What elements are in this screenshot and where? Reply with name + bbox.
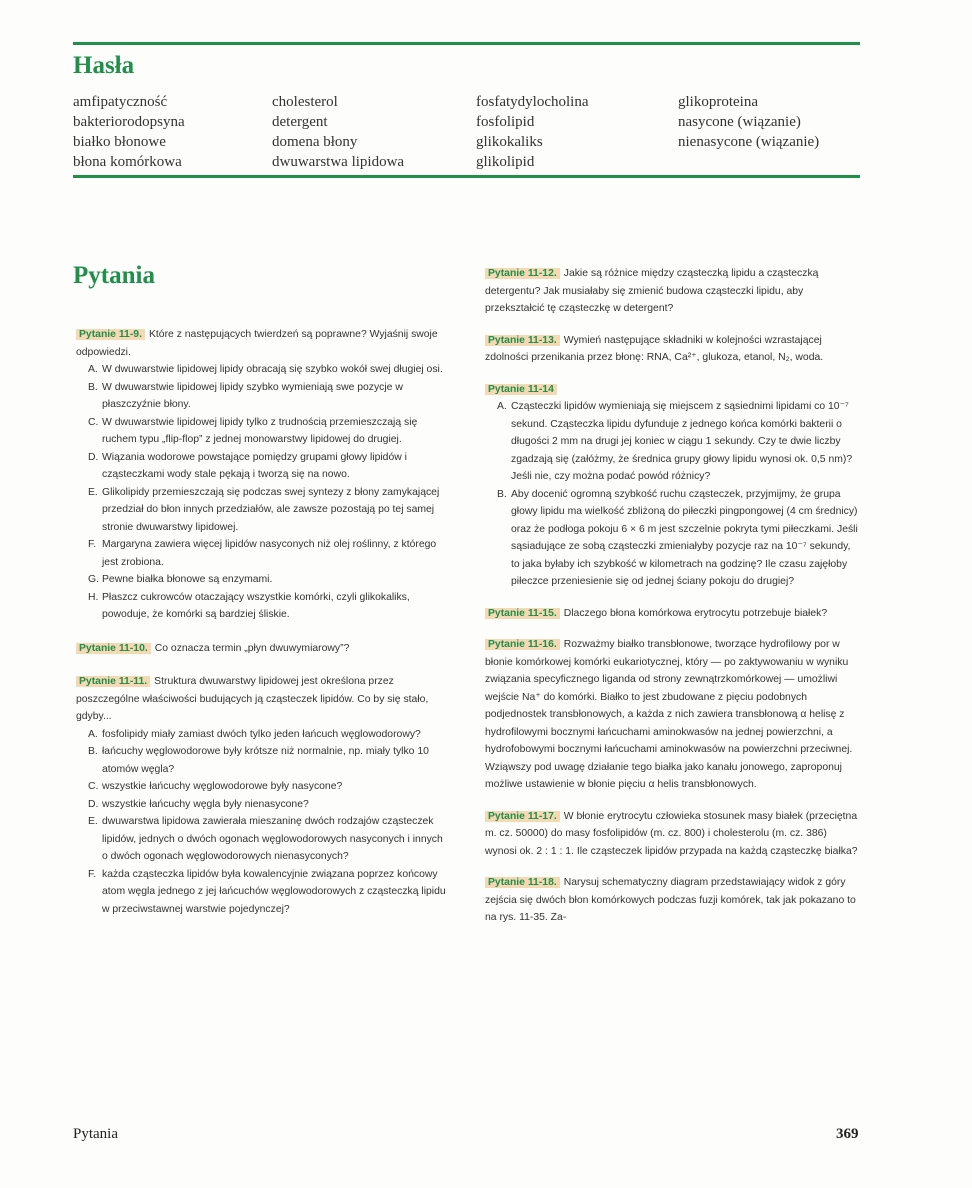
item-letter: G. [88,574,99,585]
item-letter: E. [88,486,98,498]
item-letter: B. [497,488,507,500]
terms-column-2 [272,92,404,172]
question-text: Które z następujących twierdzeń są poprawne? Wyjaśnij swoje odpowiedzi. [76,329,438,358]
list-item [88,536,448,571]
terms-column-1 [73,92,185,172]
list-item [88,379,448,414]
item-text: Pewne białka błonowe są enzymami. [102,574,273,585]
question-11-14-items [497,398,861,591]
term: białko błonowe [73,134,166,150]
question-text: Jakie są różnice między cząsteczką lipidu a cząsteczką detergentu? Jak musiałaby się zmienić budowa cząsteczki lipidu, aby przekształcić tę cząsteczkę w detergent? [485,268,819,314]
question-text: Struktura dwuwarstwy lipidowej jest określona przez poszczególne właściwości budujących ją cząsteczek lipidów. Co by się stało, gdyby... [76,676,429,722]
question-label: Pytanie 11-18. [485,877,560,888]
question-label: Pytanie 11-15. [485,608,560,619]
term: nienasycone (wiązanie) [678,134,820,150]
list-item [88,484,448,537]
list-item [88,449,448,484]
question-11-17 [485,808,861,861]
question-label: Pytanie 11-16. [485,639,560,650]
question-11-11 [76,673,448,726]
item-letter: B. [88,381,98,393]
item-text: Aby docenić ogromną szybkość ruchu cząsteczek, przyjmijmy, że grupa głowy lipidu ma wielkość zbliżoną do piłeczki pingpongowej (4 cm średnicy) oraz że podłoga pokoju 6 × 6 m jest szczelnie pokryta tymi piłeczkami. Jeśli sąsiadujące ze sobą cząsteczki zmieniałyby pozycje raz na 10⁻⁷ sekundy, to jaka byłaby ich szybkość w kilometrach na godzinę? Ile czasu zajęłoby piłeczce przeniesienie się od jednej ściany pokoju do drugiej? [511,488,858,587]
term: glikolipid [476,154,535,170]
item-letter: D. [88,798,99,810]
item-text: Płaszcz cukrowców otaczający wszystkie komórki, czyli glikokaliks, powoduje, że komórki są bardziej śliskie. [102,591,410,620]
question-11-11-items [88,726,448,919]
list-item [88,571,448,589]
list-item [88,743,448,778]
list-item [88,414,448,449]
question-11-18 [485,874,861,927]
term: błona komórkowa [73,154,182,170]
item-text: Margaryna zawiera więcej lipidów nasyconych niż olej roślinny, z którego jest zrobiona. [102,539,437,568]
term: amfipatyczność [73,94,168,110]
pytania-heading: Pytania [73,262,155,289]
list-item [88,866,448,919]
list-item [88,726,448,744]
term: nasycone (wiązanie) [678,114,801,130]
item-text: W dwuwarstwie lipidowej lipidy szybko wymieniają swe pozycje w płaszczyźnie błony. [102,381,403,410]
list-item [88,796,448,814]
questions-left-column [76,326,448,918]
term: glikoproteina [678,94,758,110]
item-letter: C. [88,781,99,792]
term: glikokaliks [476,134,543,150]
item-text: Wiązania wodorowe powstające pomiędzy grupami głowy lipidów i cząsteczkami wody stale pękają i tworzą się na nowo. [102,451,407,480]
question-11-9-items [88,361,448,624]
hasla-heading: Hasła [73,52,135,79]
item-letter: F. [88,539,97,550]
question-11-9 [76,326,448,361]
term: cholesterol [272,94,338,110]
top-rule [73,42,860,45]
item-text: W dwuwarstwie lipidowej lipidy tylko z trudnością przemieszczają się ruchem typu „flip-flop” z jednej monowarstwy lipidowej do drugiej. [102,416,418,445]
question-11-15 [485,605,861,623]
list-item [88,778,448,796]
question-label: Pytanie 11-14 [485,384,557,395]
question-label: Pytanie 11-13. [485,335,560,346]
question-11-14 [485,381,861,399]
item-text: wszystkie łańcuchy węgla były nienasycone? [102,798,309,810]
term: fosfolipid [476,114,535,130]
item-letter: A. [88,728,98,740]
question-text: Wymień następujące składniki w kolejności wzrastającej zdolności przenikania przez błonę: RNA, Ca²⁺, glukoza, etanol, N₂, woda. [485,334,824,363]
item-text: każda cząsteczka lipidów była kowalencyjnie związana poprzez końcowy atom węgla jednego z jej łańcuchów węglowodorowych z cząsteczką lipidu w przeciwstawnej warstwie pojedynczej? [102,868,446,915]
list-item [88,813,448,866]
term: detergent [272,114,328,130]
item-letter: B. [88,746,98,757]
question-text: Co oznacza termin „płyn dwuwymiarowy”? [154,642,350,654]
question-11-16 [485,636,861,794]
question-label: Pytanie 11-17. [485,811,560,822]
list-item [497,398,861,486]
question-text: W błonie erytrocytu człowieka stosunek masy białek (przeciętna m. cz. 50000) do masy fosfolipidów (m. cz. 800) i cholesterolu (m. cz. 386) wynosi ok. 2 : 1 : 1. Ile cząsteczek lipidów przypada na każdą cząsteczkę białka? [485,810,858,857]
item-text: Glikolipidy przemieszczają się podczas swej syntezy z błony zamykającej przedział do błon innych przedziałów, ale zawsze pozostają po tej samej stronie dwuwarstwy lipidowej. [102,486,440,533]
page-number: 369 [836,1126,859,1142]
question-label: Pytanie 11-10. [76,643,151,654]
question-11-10 [76,640,448,658]
term: dwuwarstwa lipidowa [272,154,405,170]
term: fosfatydylocholina [476,94,589,110]
item-text: wszystkie łańcuchy węglowodorowe były nasycone? [102,781,343,792]
item-letter: H. [88,591,99,603]
term: bakteriorodopsyna [73,114,185,130]
item-letter: E. [88,816,98,827]
item-text: fosfolipidy miały zamiast dwóch tylko jeden łańcuch węglowodorowy? [102,728,421,740]
list-item [88,361,448,379]
bottom-rule [73,175,860,178]
list-item [497,486,861,591]
item-text: dwuwarstwa lipidowa zawierała mieszaninę dwóch rodzajów cząsteczek lipidów, jednych o dwóch ogonach węglowodorowych nasyconych i innych o dwóch ogonach węglowodorowych nienasyconych? [102,816,443,862]
item-letter: A. [88,364,98,375]
terms-column-4 [678,92,819,152]
questions-right-column [485,265,861,927]
question-label: Pytanie 11-11. [76,676,150,687]
item-letter: F. [88,868,97,880]
question-label: Pytanie 11-12. [485,268,560,279]
question-text: Narysuj schematyczny diagram przedstawiający widok z góry zejścia się dwóch błon komórkowych podczas fuzji komórek, tak jak pokazano to na rys. 11-35. Za- [485,877,856,923]
terms-column-3 [476,92,588,172]
item-letter: A. [497,401,507,412]
question-label: Pytanie 11-9. [76,329,145,340]
term: domena błony [272,134,358,150]
item-text: łańcuchy węglowodorowe były krótsze niż normalnie, np. miały tylko 10 atomów węgla? [102,746,429,775]
footer-section-title: Pytania [73,1126,118,1142]
question-text: Rozważmy białko transbłonowe, tworzące hydrofilowy por w błonie komórkowej komórki eukariotycznej, który — po zaktywowaniu w wyniku związania specyficznego liganda od strony zewnątrzkomórkowej — umożliwi wejście Na⁺ do komórki. Białko to jest zbudowane z pięciu podobnych podjednostek transbłonowych, a każda z nich zawiera transbłonową α helisę z hydrofilowymi bocznymi łańcuchami aminokwasów na jednej powierzchni, a hydrofobowymi bocznymi łańcuchami aminokwasów na powierzchni przeciwnej. Wziąwszy pod uwagę działanie tego białka jako kanału jonowego, zaproponuj możliwe ustawienie w błonie pięciu α helis transbłonowych. [485,639,853,790]
question-11-12 [485,265,861,318]
question-text: Dlaczego błona komórkowa erytrocytu potrzebuje białek? [563,607,828,619]
list-item [88,589,448,624]
question-11-13 [485,332,861,367]
item-text: Cząsteczki lipidów wymieniają się miejscem z sąsiednimi lipidami co 10⁻⁷ sekund. Cząsteczka lipidu dyfunduje z jednego końca komórki bakterii o długości 2 mm na drugi jej koniec w ciągu 1 sekundy. Czy te dwie liczby zgadzają się (załóżmy, że średnica grupy głowy lipidu wynosi ok. 0,5 nm)? Jeśli nie, czy można podać powód różnicy? [511,401,853,482]
item-letter: D. [88,451,99,463]
item-letter: C. [88,416,99,428]
item-text: W dwuwarstwie lipidowej lipidy obracają się szybko wokół swej długiej osi. [102,364,443,375]
